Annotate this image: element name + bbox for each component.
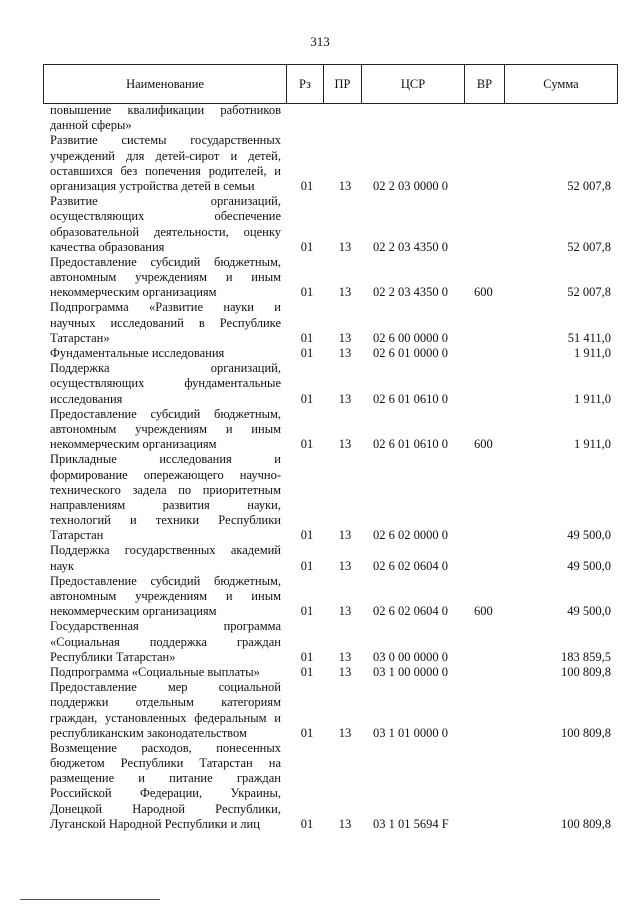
row-rz: 01 <box>300 528 314 543</box>
row-vr: 600 <box>474 604 493 619</box>
row-name-line: некоммерческим организациям <box>50 437 217 452</box>
row-name-line: некоммерческим организациям <box>50 285 217 300</box>
row-name <box>50 300 281 346</box>
table-row <box>0 300 640 346</box>
row-name-line: автономным учреждениям и иным <box>50 270 281 285</box>
row-name-line: Татарстан» <box>50 330 110 345</box>
table-row <box>0 574 640 620</box>
table-row <box>0 133 640 194</box>
row-sum: 1 911,0 <box>573 437 611 452</box>
row-pr: 13 <box>338 330 352 345</box>
row-rz: 01 <box>300 391 314 406</box>
row-sum: 1 911,0 <box>573 346 611 360</box>
row-name-line: поддержки отдельным категориям <box>50 695 281 710</box>
row-rz: 01 <box>300 725 314 740</box>
row-csr: 03 1 01 0000 0 <box>373 725 448 740</box>
row-csr: 02 6 00 0000 0 <box>373 330 448 345</box>
row-csr <box>373 118 463 133</box>
row-pr: 13 <box>338 649 352 664</box>
row-name-line: Предоставление субсидий бюджетным, <box>50 254 281 269</box>
row-csr: 03 1 00 0000 0 <box>373 664 448 679</box>
row-name <box>50 361 281 407</box>
row-name-line: «Социальная поддержка граждан <box>50 634 281 649</box>
row-name-line: научных исследований в Республике <box>50 315 281 330</box>
table-row <box>0 103 640 133</box>
row-name-line: формирование опережающего научно- <box>50 467 281 482</box>
row-name-line: организация устройства детей в семьи <box>50 178 255 193</box>
header-vr: ВР <box>465 65 505 104</box>
header-pr: ПР <box>324 65 362 104</box>
row-name-line: Поддержка организаций, <box>50 361 281 376</box>
row-pr: 13 <box>338 528 352 543</box>
row-name-line: оставшихся без попечения родителей, и <box>50 163 281 178</box>
row-name-line: Предоставление субсидий бюджетным, <box>50 406 281 421</box>
row-name-line: данной сферы» <box>50 118 132 133</box>
row-name-line: осуществляющих фундаментальные <box>50 376 281 391</box>
row-vr <box>474 346 496 361</box>
table-header <box>43 64 618 104</box>
row-rz: 01 <box>300 604 314 619</box>
row-name-line: граждан, установленных федеральным и <box>50 710 281 725</box>
row-sum: 183 859,5 <box>561 649 611 664</box>
row-sum: 100 809,8 <box>561 816 611 831</box>
row-vr <box>474 650 496 665</box>
row-csr: 02 6 01 0610 0 <box>373 391 448 406</box>
row-name-line: республиканским законодательством <box>50 725 247 740</box>
row-rz: 01 <box>300 816 314 831</box>
row-name <box>50 574 281 620</box>
row-name-line: Подпрограмма «Социальные выплаты» <box>50 664 260 679</box>
row-name-line: образовательной деятельности, оценку <box>50 224 281 239</box>
table-row <box>0 741 640 832</box>
row-pr <box>336 118 354 133</box>
row-pr: 13 <box>338 664 352 679</box>
row-csr: 02 6 01 0610 0 <box>373 437 448 452</box>
row-sum <box>520 118 611 133</box>
row-name-line: учреждений для детей-сирот и детей, <box>50 148 281 163</box>
row-csr: 02 6 02 0604 0 <box>373 558 448 573</box>
row-sum: 52 007,8 <box>567 178 611 193</box>
row-csr: 02 2 03 0000 0 <box>373 178 448 193</box>
header-rz: Рз <box>287 65 324 104</box>
table-row <box>0 619 640 665</box>
row-rz: 01 <box>300 178 314 193</box>
row-csr: 02 6 02 0604 0 <box>373 604 448 619</box>
table-row <box>0 680 640 741</box>
row-name-line: автономным учреждениям и иным <box>50 589 281 603</box>
row-name-line: Подпрограмма «Развитие науки и <box>50 300 281 315</box>
row-pr: 13 <box>338 285 352 300</box>
table-row <box>0 346 640 361</box>
page-number: 313 <box>310 34 330 49</box>
row-sum: 52 007,8 <box>567 239 611 254</box>
row-rz: 01 <box>300 437 314 452</box>
row-rz: 01 <box>300 285 314 300</box>
row-name-line: направлениям развития науки, <box>50 497 281 512</box>
row-name-line: Луганской Народной Республики и лиц <box>50 816 260 831</box>
row-name-line: Развитие организаций, <box>50 194 281 209</box>
row-name-line: Татарстан <box>50 528 104 543</box>
row-name-line: автономным учреждениям и иным <box>50 421 281 436</box>
row-pr: 13 <box>338 604 352 619</box>
row-pr: 13 <box>338 391 352 406</box>
row-sum: 100 809,8 <box>561 664 611 679</box>
row-rz: 01 <box>300 239 314 254</box>
row-sum: 51 411,0 <box>567 330 611 345</box>
row-name-line: бюджетом Республики Татарстан на <box>50 756 281 771</box>
row-sum: 49 500,0 <box>567 558 611 573</box>
row-pr: 13 <box>338 437 352 452</box>
row-name-line: Предоставление субсидий бюджетным, <box>50 573 281 588</box>
row-name-line: исследования <box>50 391 123 406</box>
table-body <box>0 103 640 832</box>
row-pr: 13 <box>338 725 352 740</box>
row-sum: 100 809,8 <box>561 725 611 740</box>
row-rz: 01 <box>300 346 314 360</box>
row-name-line: Развитие системы государственных <box>50 133 281 148</box>
row-name-line: наук <box>50 558 74 573</box>
row-vr <box>474 559 496 574</box>
table-row <box>0 543 640 573</box>
row-name <box>50 741 281 832</box>
row-name <box>50 543 281 573</box>
row-name-line: Донецкой Народной Республики, <box>50 801 281 816</box>
row-name <box>50 133 281 194</box>
row-vr <box>474 240 496 255</box>
row-name-line: осуществляющих обеспечение <box>50 209 281 224</box>
row-name-line: качества образования <box>50 239 165 254</box>
row-name-line: технического задела по приоритетным <box>50 482 281 497</box>
table-row <box>0 361 640 407</box>
header-csr: ЦСР <box>362 65 465 104</box>
table-row <box>0 407 640 453</box>
row-sum: 49 500,0 <box>567 604 611 619</box>
row-csr: 02 2 03 4350 0 <box>373 239 448 254</box>
row-vr <box>474 118 496 133</box>
row-rz <box>298 118 316 133</box>
row-pr: 13 <box>338 239 352 254</box>
row-name <box>50 619 281 665</box>
row-name-line: Республики Татарстан» <box>50 649 176 664</box>
row-vr: 600 <box>474 285 493 300</box>
row-csr: 02 2 03 4350 0 <box>373 285 448 300</box>
table-row <box>0 665 640 680</box>
row-name-line: Возмещение расходов, понесенных <box>50 740 281 755</box>
table-row <box>0 255 640 301</box>
table-row <box>0 194 640 255</box>
row-vr <box>474 331 496 346</box>
row-sum: 49 500,0 <box>567 528 611 543</box>
row-sum: 52 007,8 <box>567 285 611 300</box>
row-name-line: некоммерческим организациям <box>50 604 217 619</box>
table-row <box>0 452 640 543</box>
footer-divider <box>20 899 160 900</box>
row-rz: 01 <box>300 330 314 345</box>
row-sum: 1 911,0 <box>573 391 611 406</box>
row-csr: 03 1 01 5694 F <box>373 816 449 831</box>
row-pr: 13 <box>338 178 352 193</box>
row-name-line: повышение квалификации работников <box>50 103 281 117</box>
row-vr <box>474 665 496 680</box>
row-vr <box>474 726 496 741</box>
row-name-line: Прикладные исследования и <box>50 452 281 467</box>
header-sum: Сумма <box>505 65 618 104</box>
row-name-line: Государственная программа <box>50 619 281 634</box>
header-name: Наименование <box>44 65 287 104</box>
row-vr: 600 <box>474 437 493 452</box>
row-name-line: Поддержка государственных академий <box>50 543 281 558</box>
row-name <box>50 194 281 255</box>
row-rz: 01 <box>300 664 314 679</box>
row-name <box>50 407 281 453</box>
row-name <box>50 452 281 543</box>
row-name-line: Российской Федерации, Украины, <box>50 786 281 801</box>
row-name <box>50 680 281 741</box>
row-name-line: технологий и техники Республики <box>50 513 281 528</box>
row-vr <box>474 392 496 407</box>
row-csr: 03 0 00 0000 0 <box>373 649 448 664</box>
row-name <box>50 665 281 680</box>
row-rz: 01 <box>300 649 314 664</box>
row-name <box>50 346 281 361</box>
row-vr <box>474 817 496 832</box>
row-name-line: Фундаментальные исследования <box>50 346 225 360</box>
row-csr: 02 6 01 0000 0 <box>373 346 448 360</box>
row-vr <box>474 528 496 543</box>
row-pr: 13 <box>338 816 352 831</box>
row-vr <box>474 179 496 194</box>
row-name <box>50 103 281 133</box>
row-csr: 02 6 02 0000 0 <box>373 528 448 543</box>
row-pr: 13 <box>338 558 352 573</box>
row-rz: 01 <box>300 558 314 573</box>
row-name-line: размещение и питание граждан <box>50 771 281 786</box>
row-name <box>50 255 281 301</box>
row-name-line: Предоставление мер социальной <box>50 680 281 695</box>
row-pr: 13 <box>338 346 352 360</box>
